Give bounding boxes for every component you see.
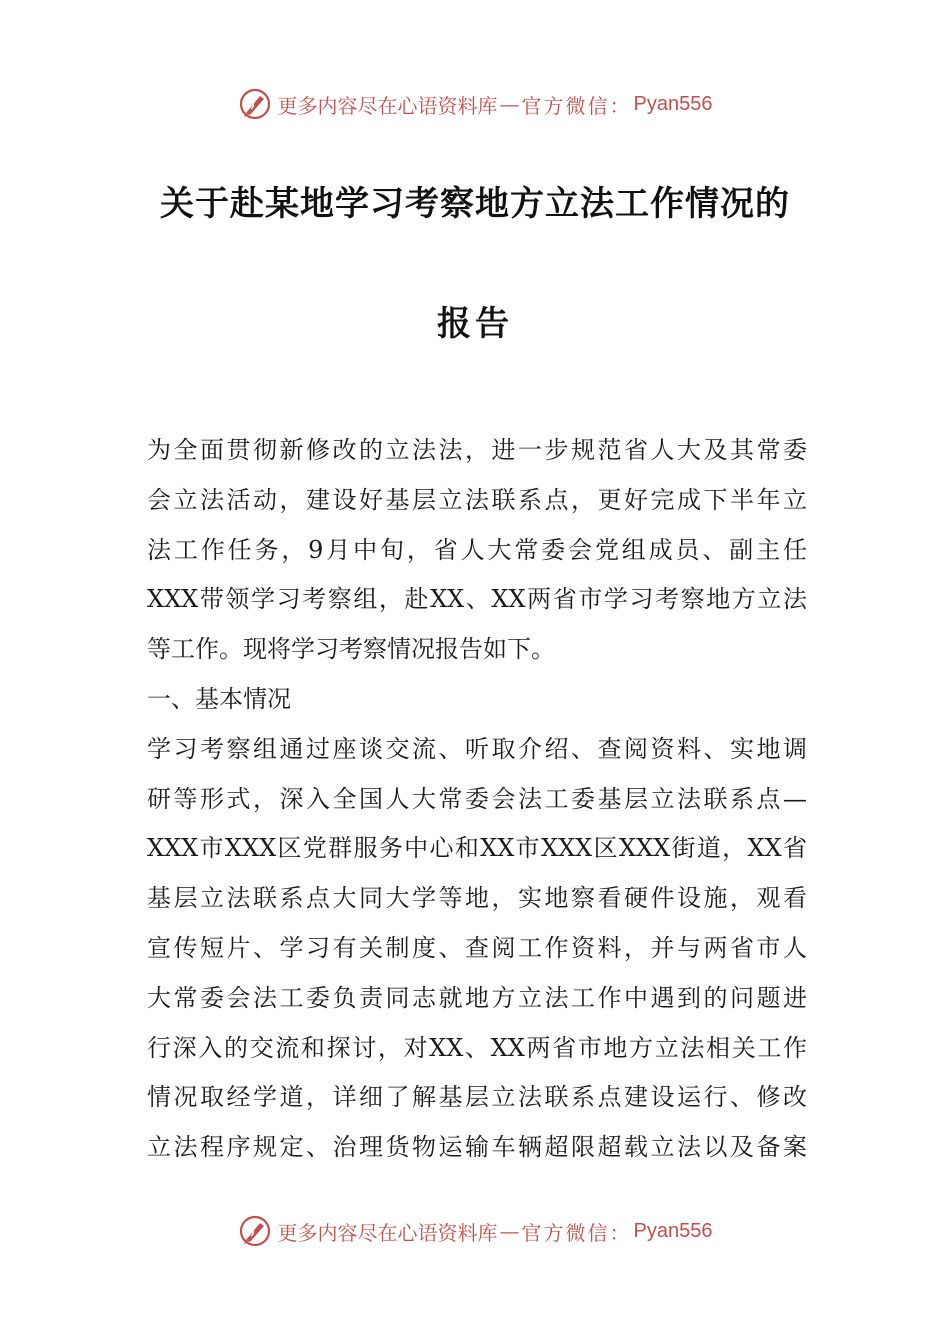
body-line: 基层立法联系点大同大学等地，实地察看硬件设施，观看 [147, 884, 807, 913]
body-line: 研等形式，深入全国人大常委会法工委基层立法联系点— [147, 784, 807, 813]
watermark-dash: — [499, 92, 520, 116]
watermark-wechat-id: Pyan556 [633, 1219, 713, 1242]
body-line: 会立法活动，建设好基层立法联系点，更好完成下半年立 [147, 485, 807, 514]
pen-logo-icon [238, 1214, 272, 1248]
body-line: 行深入的交流和探讨，对XX、XX两省市地方立法相关工作 [147, 1033, 807, 1062]
document-title-line2: 报告 [437, 304, 513, 344]
body-line: XXX市XXX区党群服务中心和XX市XXX区XXX街道，XX省 [147, 834, 807, 863]
footer-watermark [0, 1211, 950, 1251]
document-title-line1: 关于赴某地学习考察地方立法工作情况的 [160, 184, 790, 224]
watermark-wechat-id: Pyan556 [633, 92, 713, 115]
watermark-text: 更多内容尽在心语资料库 [277, 93, 498, 118]
watermark-wechat-label: 官方微信： [521, 1220, 632, 1245]
pen-logo-icon [238, 87, 272, 121]
body-line: 立法程序规定、治理货物运输车辆超限超载立法以及备案 [147, 1133, 807, 1162]
watermark-dash: — [499, 1219, 520, 1243]
watermark-wechat-label: 官方微信： [521, 93, 632, 118]
body-line: 等工作。现将学习考察情况报告如下。 [147, 635, 555, 664]
body-line: 学习考察组通过座谈交流、听取介绍、查阅资料、实地调 [147, 734, 807, 763]
body-line: 为全面贯彻新修改的立法法，进一步规范省人大及其常委 [147, 436, 807, 464]
body-line: 情况取经学道，详细了解基层立法联系点建设运行、修改 [147, 1083, 807, 1112]
body-line: 宣传短片、学习有关制度、查阅工作资料，并与两省市人 [147, 933, 807, 962]
body-line: XXX带领学习考察组，赴XX、XX两省市学习考察地方立法 [147, 585, 807, 614]
document-body [147, 426, 807, 1173]
body-line: 大常委会法工委负责同志就地方立法工作中遇到的问题进 [147, 983, 807, 1012]
header-watermark [0, 84, 950, 124]
section-heading: 一、基本情况 [147, 684, 291, 713]
body-line: 法工作任务，9月中旬，省人大常委会党组成员、副主任 [147, 535, 807, 564]
watermark-text: 更多内容尽在心语资料库 [277, 1220, 498, 1245]
